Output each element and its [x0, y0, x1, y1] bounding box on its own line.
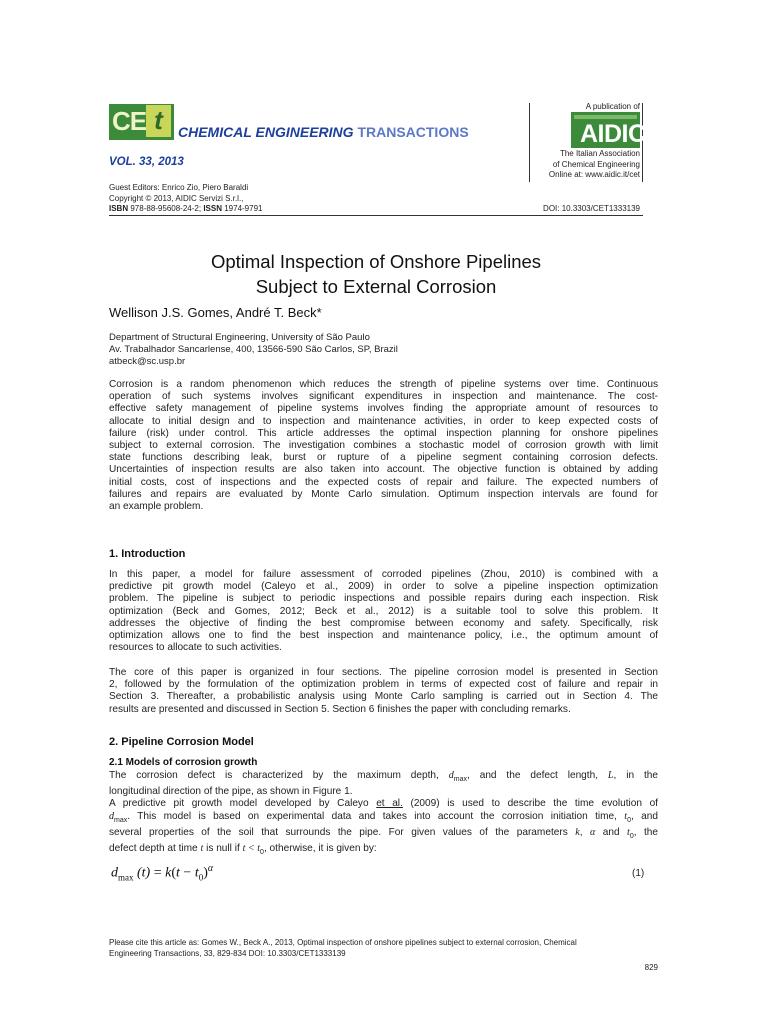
- section-1-paragraph-2: [109, 667, 658, 716]
- isbn-value: 978-88-95608-24-2;: [130, 204, 202, 213]
- text-line: optimization (Beck and Gomes, 2012; Beck et al., 2012) is a suitable tool to solve this problem. It: [109, 605, 658, 617]
- aidic-line-3[interactable]: Online at: www.aidic.it/cet: [548, 170, 640, 179]
- abstract-line: subject to external corrosion. The investigation combines a stochastic model of corrosion growth with limit: [109, 440, 658, 452]
- subsection-2-1-heading: 2.1 Models of corrosion growth: [109, 757, 258, 768]
- affiliation: [109, 332, 398, 368]
- paper-title-line-2: Subject to External Corrosion: [255, 276, 497, 297]
- abstract: [109, 379, 658, 513]
- guest-editors: Guest Editors: Enrico Zio, Piero Baraldi: [109, 183, 249, 192]
- isbn-label: ISBN: [109, 204, 129, 213]
- aidic-line-2: of Chemical Engineering: [552, 159, 640, 169]
- text-line: several properties of the soil that surrounds the pipe. For given values of the parameters k, α and $t_0$, the: [109, 826, 659, 840]
- volume: VOL. 33, 2013: [109, 156, 184, 168]
- paper-title-line-1: Optimal Inspection of Onshore Pipelines: [210, 251, 542, 272]
- text-line: predictive pit growth model (Caleyo et al., 2009) in order to solve a pipeline inspection optimization: [109, 581, 658, 593]
- journal-title-bold: CHEMICAL ENGINEERING: [178, 124, 354, 140]
- author-email[interactable]: atbeck@sc.usp.br: [109, 356, 186, 367]
- abstract-line: allocate to initial design and to inspection and maintenance activities, in order to keep expected costs of: [109, 415, 658, 427]
- text-line: $d_{max}$. This model is based on experimental data and takes into account the corrosion initiation time, $t_0$, and: [109, 810, 658, 824]
- abstract-line: effective safety management of pipeline systems involves finding the appropriate amount of resources to: [109, 403, 658, 415]
- affiliation-address: Av. Trabalhador Sancarlense, 400, 13566-590 São Carlos, SP, Brazil: [109, 344, 398, 355]
- text-line: results are presented and discussed in Section 5. Section 6 finishes the paper with concluding remarks.: [109, 703, 571, 715]
- affiliation-department: Department of Structural Engineering, University of São Paulo: [109, 332, 370, 343]
- journal-title: [178, 124, 469, 140]
- logo-t-text: t: [146, 105, 171, 137]
- abstract-line: state functions describing leak, burst or rupture of a pipeline segment containing corrosion defects.: [109, 452, 658, 464]
- section-1-paragraph-1: [109, 569, 658, 654]
- text-line: longitudinal direction of the pipe, as shown in Figure 1.: [109, 786, 353, 798]
- citation-line-1: Please cite this article as: Gomes W., Beck A., 2013, Optimal inspection of onshore pipelines subject to external corrosion, Chemical: [109, 938, 577, 947]
- issn-value: 1974-9791: [224, 204, 263, 213]
- paper-title: [109, 249, 643, 299]
- equation-number: (1): [632, 868, 645, 879]
- logo-ce-text: CE: [112, 106, 147, 136]
- text-line: defect depth at time t is null if $t < t_0$, otherwise, it is given by:: [109, 843, 377, 857]
- page-number: 829: [644, 963, 658, 972]
- publication-of: A publication of: [585, 102, 640, 111]
- section-1-heading: 1. Introduction: [109, 548, 186, 560]
- copyright: Copyright © 2013, AIDIC Servizi S.r.l.,: [109, 193, 244, 203]
- header-rule: [109, 215, 643, 216]
- aidic-description: [532, 149, 640, 181]
- authors: Wellison J.S. Gomes, André T. Beck*: [109, 305, 322, 320]
- aidic-line-1: The Italian Association: [559, 149, 640, 158]
- text-line: addresses the objective of finding the best compromise between economy and safety. Specifically, risk: [109, 617, 658, 629]
- et-al-link[interactable]: et al.: [376, 798, 403, 810]
- citation-footer: [109, 938, 649, 959]
- header-divider-left: [529, 103, 530, 182]
- text-line: The corrosion defect is characterized by the maximum depth, $d_{max}$, and the defect length, L, in the: [109, 770, 659, 784]
- text-line: The core of this paper is organized in four sections. The pipeline corrosion model is presented in Section: [109, 667, 658, 678]
- doi[interactable]: DOI: 10.3303/CET1333139: [543, 204, 640, 213]
- abstract-line: Uncertainties of inspection results are also taken into account. The objective function is obtained by adding: [109, 464, 658, 476]
- cet-logo: [109, 104, 174, 140]
- journal-title-light: TRANSACTIONS: [357, 124, 469, 140]
- text-line: problem. The pipeline is subject to periodic inspections and possible repairs during each inspection. Risk: [109, 593, 658, 605]
- citation-line-2: Engineering Transactions, 33, 829-834 DOI: 10.3303/CET1333139: [109, 948, 346, 958]
- text-line: 2, followed by the formulation of the optimization problem in terms of expected cost of failure and repair in: [109, 679, 658, 691]
- abstract-line: an example problem.: [109, 501, 204, 513]
- abstract-line: operation of such systems involves significant expenditures in inspection and maintenance. The cost-: [109, 391, 658, 403]
- aidic-logo: [571, 112, 646, 148]
- issn-label: ISSN: [203, 204, 222, 213]
- publication-meta: [109, 183, 262, 215]
- section-2-1-text: [109, 770, 658, 859]
- text-line: Section 3. Thereafter, a probabilistic analysis using Monte Carlo sampling is carried out in Section 4. The: [109, 691, 658, 703]
- abstract-line: initial costs, cost of inspections and the expected costs of repair and failure. The expected numbers of: [109, 476, 658, 488]
- text-line: A predictive pit growth model developed by Caleyo et al. (2009) is used to describe the time evolution of: [109, 798, 658, 810]
- abstract-line: Corrosion is a random phenomenon which reduces the strength of pipeline systems over time. Continuous: [109, 379, 658, 390]
- aidic-logo-bar: [574, 115, 637, 119]
- text-line: resources to allocate to such activities.: [109, 642, 282, 654]
- text-line: optimization allows one to find the best inspection and maintenance policy, i.e., the optimum amount of: [109, 630, 658, 642]
- section-2-heading: 2. Pipeline Corrosion Model: [109, 736, 254, 748]
- abstract-line: failures and repairs are evaluated by Monte Carlo simulation. Optimum inspection intervals are found for: [109, 488, 658, 500]
- abstract-line: failure (risk) under control. This article addresses the optimal inspection planning for onshore pipelines: [109, 427, 658, 439]
- aidic-logo-text: AIDIC: [580, 120, 646, 148]
- equation-1: $d_{max}$ $(t) = k(t - t_0)^\alpha$: [111, 863, 214, 883]
- text-line: In this paper, a model for failure assessment of corroded pipelines (Zhou, 2010) is combined with a: [109, 569, 658, 580]
- isbn-issn: [109, 204, 262, 215]
